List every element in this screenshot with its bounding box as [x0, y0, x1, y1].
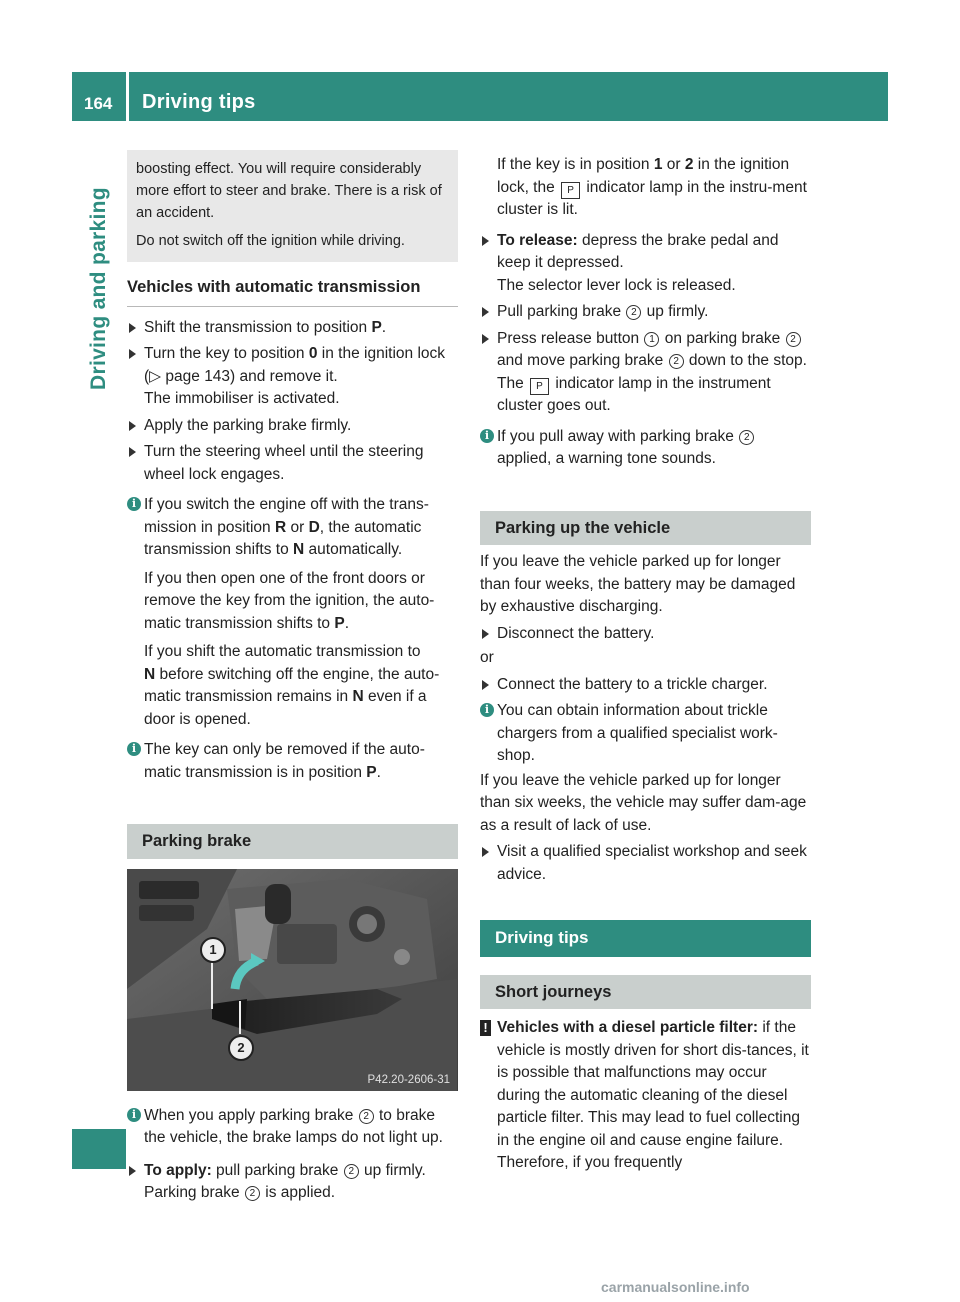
callout-1-icon: 1: [644, 332, 659, 347]
text: .: [381, 318, 387, 336]
text: .: [376, 763, 381, 781]
footer-watermark: carmanualsonline.info: [601, 1279, 750, 1295]
text: or: [662, 156, 685, 173]
text: indicator lamp in the instru-ment cluster is lit.: [497, 178, 807, 218]
parking-brake-indicator-icon: P: [561, 182, 580, 199]
paragraph-six-weeks: If you leave the vehicle parked up for longer than six weeks, the vehicle may suffer dam-age as a result of lack of use.: [480, 771, 807, 834]
text: and move parking brake: [497, 352, 668, 369]
warning-diesel-filter: [480, 1017, 811, 1175]
text: indicator lamp in the instrument cluster goes out.: [497, 374, 771, 414]
text: Parking brake: [144, 1184, 244, 1201]
parking-brake-illustration: [127, 869, 458, 1091]
label: To apply:: [144, 1161, 212, 1179]
info-icon: i: [480, 703, 494, 717]
callout-2-icon: 2: [739, 430, 754, 445]
paragraph-parking-up: If you leave the vehicle parked up for longer than four weeks, the battery may be damaged by exhaustive discharging.: [480, 553, 796, 615]
text: page 143) and remove it.: [161, 367, 338, 385]
warning-text-2: Do not switch off the ignition while driving.: [136, 233, 405, 249]
heading-short-journeys: Short journeys: [480, 975, 811, 1010]
callout-2-icon: 2: [786, 332, 801, 347]
text: , the automatic transmission shifts to: [144, 518, 422, 558]
text: in the ignition lock, the: [497, 156, 790, 196]
position-1: 1: [653, 156, 663, 173]
text: on parking brake: [660, 329, 785, 347]
side-tab-label: Driving and parking: [87, 187, 110, 390]
text: down to the stop.: [684, 352, 807, 369]
step-to-release: [480, 230, 811, 298]
position-p: P: [371, 318, 382, 336]
text: If you shift the automatic transmission to: [144, 643, 421, 660]
callout-2-icon: 2: [344, 1164, 359, 1179]
text: depress the brake pedal and keep it depressed.: [497, 231, 779, 271]
callout-2-icon: 2: [626, 305, 641, 320]
text: When you apply parking brake: [144, 1106, 358, 1124]
info-note-transmission: [127, 494, 458, 731]
step-press-release: [480, 328, 811, 418]
position-n: N: [293, 541, 305, 558]
label: To release:: [497, 231, 578, 249]
callout-2-icon: 2: [669, 354, 684, 369]
warning-text: boosting effect. You will require considerably more effort to steer and brake. There is a risk of an accident.: [136, 161, 442, 221]
or-text: or: [480, 649, 494, 666]
right-column: [480, 150, 811, 1175]
text: If you pull away with parking brake: [497, 427, 739, 445]
info-note-brake-lamps: [127, 1105, 458, 1150]
position-p: P: [366, 763, 377, 781]
position-p: P: [334, 614, 345, 632]
parking-brake-indicator-icon: P: [530, 378, 549, 395]
warning-icon: !: [480, 1020, 491, 1036]
position-r: R: [274, 518, 287, 536]
parking-brake-figure: [127, 869, 458, 1091]
info-icon: i: [127, 497, 141, 511]
text: The key can only be removed if the auto-matic transmission is in position: [144, 741, 425, 781]
text: If the key is in position: [497, 156, 654, 173]
text: Turn the key to position: [144, 345, 309, 362]
paragraph-indicator-lit: [480, 154, 811, 222]
label: Vehicles with a diesel particle filter:: [497, 1019, 759, 1036]
callout-1: 1: [200, 937, 226, 963]
text: is applied.: [260, 1184, 336, 1201]
warning-box: [127, 150, 458, 262]
text: The: [497, 374, 529, 392]
page-ref-icon: ▷: [149, 367, 162, 385]
step-shift-p: [127, 317, 458, 340]
heading-parking-brake: Parking brake: [127, 824, 458, 859]
text: If you then open one of the front doors or remove the key from the ignition, the auto-matic transmission shifts to: [144, 569, 435, 632]
page-title: Driving tips: [142, 91, 256, 113]
info-note-trickle: [480, 700, 811, 768]
position-n: N: [144, 665, 156, 683]
heading-automatic-transmission: Vehicles with automatic transmission: [127, 276, 458, 307]
header-divider: [126, 72, 129, 121]
position-2: 2: [684, 156, 694, 173]
page-number: 164: [84, 94, 113, 113]
info-icon: i: [127, 1108, 141, 1122]
figure-caption: P42.20-2606-31: [367, 1073, 450, 1086]
text: The selector lever lock is released.: [497, 276, 736, 294]
text: up firmly.: [642, 303, 709, 320]
text: to brake the vehicle, the brake lamps do not light up.: [144, 1106, 443, 1146]
text: Pull parking brake: [497, 303, 626, 320]
info-note-key: [127, 739, 458, 784]
text: The immobiliser is activated.: [144, 390, 340, 407]
text: pull parking brake: [211, 1161, 343, 1179]
text: even if a door is opened.: [144, 688, 427, 728]
position-0: 0: [308, 345, 318, 362]
text: automatically.: [304, 541, 403, 558]
text: Press release button: [497, 329, 644, 347]
side-tab-marker: [72, 1129, 126, 1169]
callout-2-icon: 2: [245, 1186, 260, 1201]
step-steering-lock: Turn the steering wheel until the steering wheel lock engages.: [127, 441, 458, 486]
text: Shift the transmission to position: [144, 318, 372, 336]
callout-2-icon: 2: [359, 1109, 374, 1124]
step-to-apply: [127, 1160, 458, 1205]
text: up firmly.: [359, 1161, 426, 1179]
text: before switching off the engine, the auto-matic transmission remains in: [144, 665, 440, 705]
callout-2: 2: [228, 1035, 254, 1061]
heading-driving-tips: Driving tips: [480, 920, 811, 957]
text: You can obtain information about trickle chargers from a qualified specialist work-shop.: [497, 702, 778, 764]
step-turn-key: [127, 343, 458, 411]
page-header: [72, 72, 888, 121]
info-icon: i: [480, 429, 494, 443]
heading-parking-up: Parking up the vehicle: [480, 511, 811, 546]
step-disconnect-battery: Disconnect the battery.: [480, 623, 811, 646]
step-trickle-charger: Connect the battery to a trickle charger.: [480, 674, 811, 697]
text: If you switch the engine off with the trans-mission in position: [144, 496, 429, 536]
position-n: N: [352, 688, 364, 705]
step-pull-brake: [480, 301, 811, 324]
position-d: D: [308, 518, 320, 536]
left-column: [127, 150, 458, 1205]
text: in the ignition lock (: [144, 345, 446, 385]
text: applied, a warning tone sounds.: [497, 450, 716, 467]
info-note-pull-away: [480, 426, 811, 471]
step-apply-brake: Apply the parking brake firmly.: [127, 415, 458, 438]
text: .: [344, 614, 350, 632]
step-visit-workshop: Visit a qualified specialist workshop and seek advice.: [480, 841, 811, 886]
side-tab: [86, 120, 116, 390]
info-icon: i: [127, 742, 141, 756]
text: if the vehicle is mostly driven for short dis-tances, it is possible that malfunctions may occur during the automatic cleaning of the diesel particle filter. This may lead to fuel collecting in the engine oil and cause engine failure. Therefore, if you frequently: [497, 1019, 809, 1171]
text: or: [286, 518, 309, 536]
